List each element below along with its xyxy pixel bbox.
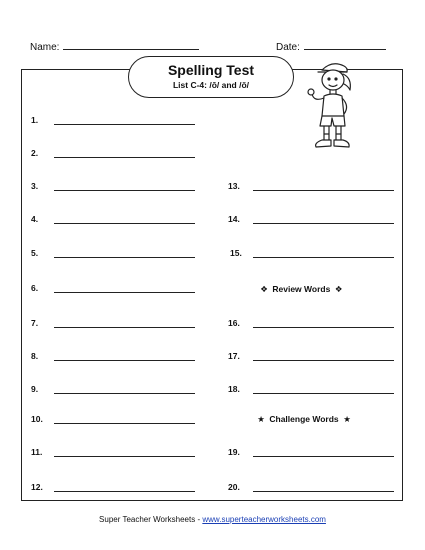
answer-line[interactable] bbox=[253, 190, 394, 191]
challenge-words-label: Challenge Words bbox=[269, 414, 339, 424]
answer-line[interactable] bbox=[54, 393, 195, 394]
answer-line[interactable] bbox=[54, 423, 195, 424]
answer-line[interactable] bbox=[54, 491, 195, 492]
challenge-star-icon: ★ bbox=[343, 414, 351, 424]
name-line[interactable] bbox=[63, 40, 199, 50]
answer-number: 5. bbox=[31, 248, 39, 258]
answer-line[interactable] bbox=[54, 124, 195, 125]
name-field[interactable] bbox=[30, 40, 199, 53]
challenge-words-heading bbox=[255, 414, 353, 425]
answer-number: 16. bbox=[228, 318, 240, 328]
answer-number: 8. bbox=[31, 351, 39, 361]
date-field[interactable] bbox=[276, 40, 386, 53]
answer-number: 12. bbox=[31, 482, 43, 492]
review-words-label: Review Words bbox=[272, 284, 331, 294]
answer-line[interactable] bbox=[54, 190, 195, 191]
answer-number: 4. bbox=[31, 214, 39, 224]
date-label: Date: bbox=[276, 42, 300, 53]
answer-line[interactable] bbox=[54, 360, 195, 361]
answer-line[interactable] bbox=[54, 223, 195, 224]
list-subtitle: List C-4: /ō/ and /ŏ/ bbox=[172, 80, 250, 90]
answer-number: 13. bbox=[228, 181, 240, 191]
review-diamond-icon: ❖ bbox=[260, 284, 268, 294]
answer-number: 9. bbox=[31, 384, 39, 394]
name-label: Name: bbox=[30, 42, 60, 53]
answer-line[interactable] bbox=[54, 292, 195, 293]
answer-line[interactable] bbox=[253, 491, 394, 492]
title-box bbox=[128, 56, 294, 98]
challenge-star-icon: ★ bbox=[257, 414, 265, 424]
answer-number: 14. bbox=[228, 214, 240, 224]
answer-number: 19. bbox=[228, 447, 240, 457]
review-diamond-icon: ❖ bbox=[334, 284, 343, 294]
answer-number: 15. bbox=[230, 248, 242, 258]
answer-number: 10. bbox=[31, 414, 43, 424]
answer-line[interactable] bbox=[54, 456, 195, 457]
answer-line[interactable] bbox=[253, 327, 394, 328]
footer-text: Super Teacher Worksheets - bbox=[99, 515, 203, 524]
answer-number: 20. bbox=[228, 482, 240, 492]
answer-line[interactable] bbox=[253, 223, 394, 224]
date-line[interactable] bbox=[304, 40, 386, 50]
answer-line[interactable] bbox=[253, 456, 394, 457]
answer-line[interactable] bbox=[54, 257, 195, 258]
answer-line[interactable] bbox=[54, 327, 195, 328]
page-title: Spelling Test bbox=[167, 62, 255, 78]
answer-line[interactable] bbox=[54, 157, 195, 158]
answer-number: 1. bbox=[31, 115, 39, 125]
answer-line[interactable] bbox=[253, 360, 394, 361]
answer-number: 3. bbox=[31, 181, 39, 191]
footer bbox=[0, 515, 425, 524]
answer-number: 17. bbox=[228, 351, 240, 361]
answer-number: 11. bbox=[31, 447, 43, 457]
answer-number: 2. bbox=[31, 148, 39, 158]
footer-link[interactable]: www.superteacherworksheets.com bbox=[202, 515, 326, 524]
answer-number: 6. bbox=[31, 283, 39, 293]
girl-illustration-icon bbox=[300, 58, 364, 160]
answer-line[interactable] bbox=[253, 257, 394, 258]
answer-number: 7. bbox=[31, 318, 39, 328]
answer-number: 18. bbox=[228, 384, 240, 394]
review-words-heading bbox=[258, 284, 345, 295]
answer-line[interactable] bbox=[253, 393, 394, 394]
